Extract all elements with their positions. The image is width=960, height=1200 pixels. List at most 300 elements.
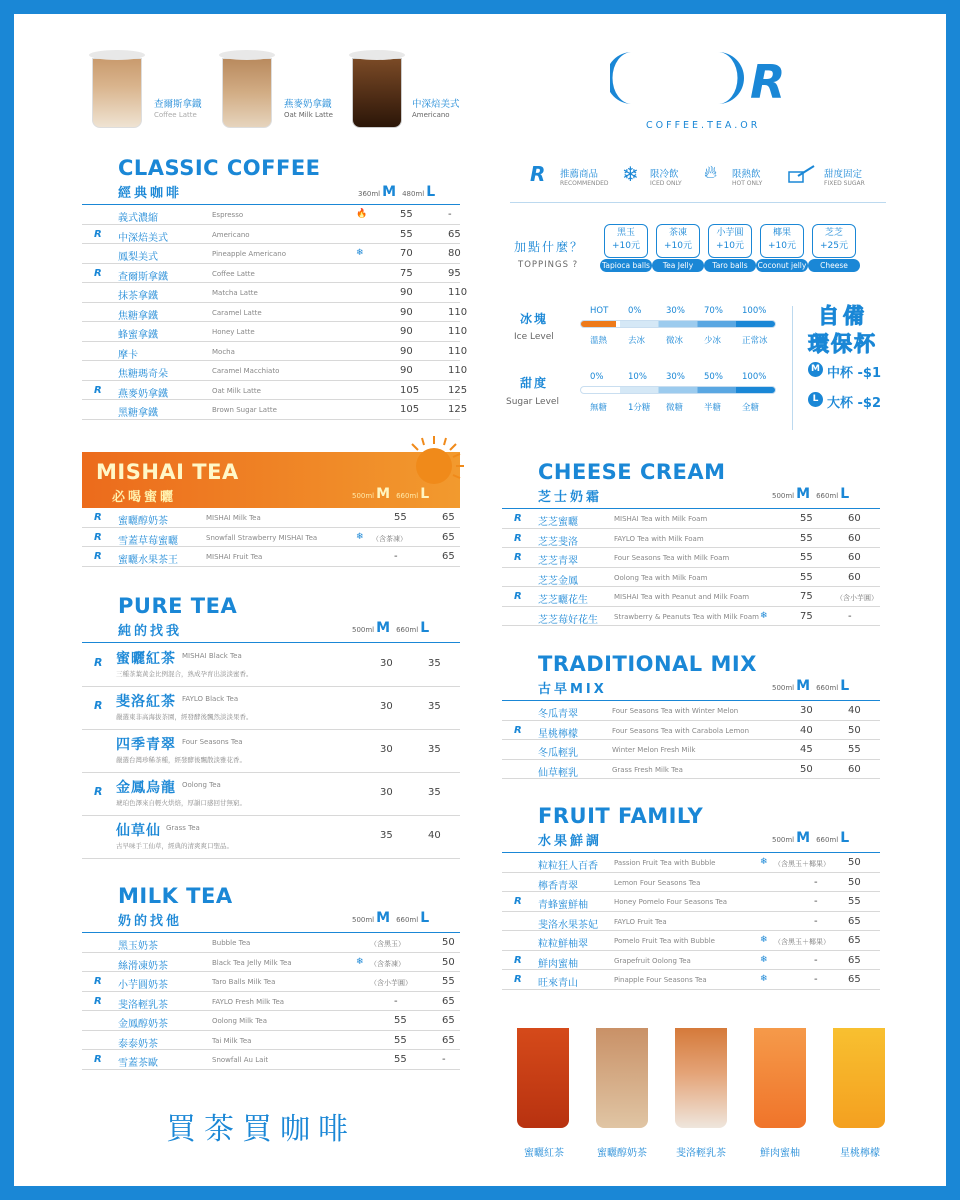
recommended-icon: R <box>94 531 102 543</box>
item-name: 黑糖拿鐵 <box>118 408 158 419</box>
price-l: 65 <box>442 512 455 523</box>
item-name: 泰泰奶茶 <box>118 1038 158 1050</box>
price-l: 95 <box>448 267 461 279</box>
item-name-en: Matcha Latte <box>212 289 258 297</box>
price-l: 65 <box>848 915 861 927</box>
table-row <box>82 992 460 1012</box>
item-name-en: FAYLO Black Tea <box>182 695 239 703</box>
toppings-subtitle: TOPPINGS ? <box>518 260 579 270</box>
item-name: 粒粒狂人百香 <box>538 861 598 872</box>
size-header: 360ml M 480ml L <box>358 184 436 200</box>
price-m: - <box>814 896 818 907</box>
item-name-en: Snowfall Strawberry MISHAI Tea <box>206 533 318 542</box>
scale-label: 0% <box>628 306 642 316</box>
own-cup-l: 大杯 -$2 <box>827 396 882 411</box>
footer-slogan: 買茶買咖啡 <box>166 1112 356 1147</box>
item-name: 蜜曬水果茶王 <box>118 555 178 566</box>
table-row <box>82 508 460 528</box>
item-name-en: FAYLO Fruit Tea <box>614 917 667 926</box>
size-m-icon: M <box>808 362 823 377</box>
item-name-en: Honey Latte <box>212 328 255 336</box>
item-name: 仙草仙 <box>116 823 161 839</box>
item-name: 中深焙美式 <box>118 232 168 244</box>
price-l: 60 <box>848 763 861 775</box>
price-m: 55 <box>400 209 413 220</box>
item-name: 小芋圓奶茶 <box>118 980 168 991</box>
scale-label: 溫熱 <box>590 336 608 346</box>
table-row <box>82 303 468 323</box>
sugar-label-en: Sugar Level <box>506 397 559 407</box>
recommended-icon: R <box>530 162 546 186</box>
own-cup-title: 自備 <box>818 304 868 328</box>
price-l: 50 <box>442 937 455 948</box>
spoon-icon <box>786 164 816 186</box>
price-m: 90 <box>400 345 413 357</box>
price-m: 55 <box>394 1054 407 1065</box>
item-name: 四季青翠 <box>116 737 176 753</box>
ice-label: 冰塊 <box>520 312 549 326</box>
price-m: - <box>814 915 818 927</box>
price-m: - <box>814 954 818 966</box>
cheese-cream-subtitle: 芝士奶霜 <box>538 490 603 505</box>
topping-box <box>656 224 700 258</box>
table-row <box>502 568 880 588</box>
drink-image <box>833 1028 885 1128</box>
table-row <box>82 1011 460 1031</box>
milk-tea-subtitle: 奶的找他 <box>118 914 183 929</box>
item-name: 雪蓋茶歐 <box>118 1058 158 1069</box>
own-cup-title: 環保杯 <box>808 332 877 356</box>
item-name: 雪蓋草莓蜜曬 <box>118 535 178 547</box>
cup-label-zh: 中深焙美式 <box>412 99 460 110</box>
price-l: 65 <box>442 1034 455 1046</box>
price-l: - <box>442 1054 446 1065</box>
item-name-en: Oolong Tea <box>182 781 221 789</box>
toppings-title: 加點什麼？ <box>514 240 585 254</box>
item-name-en: Oolong Milk Tea <box>212 1017 268 1025</box>
item-name-en: FAYLO Fresh Milk Tea <box>212 997 285 1006</box>
topping-box <box>708 224 752 258</box>
item-note: （含小芋圓） <box>836 594 878 602</box>
traditional-mix-title: TRADITIONAL MIX <box>538 652 757 676</box>
table-row <box>502 892 880 912</box>
price-l: 110 <box>448 326 468 337</box>
recommended-icon: R <box>94 228 102 240</box>
item-note: （含小芋圓） <box>370 979 412 987</box>
milk-tea-title: MILK TEA <box>118 884 233 908</box>
topping-name: 小芋圓 <box>716 228 744 238</box>
topping-price: +10元 <box>612 241 640 251</box>
item-name-en: Tai Milk Tea <box>212 1036 252 1045</box>
table-row <box>502 529 880 549</box>
drink-image <box>596 1028 648 1128</box>
price-l: 60 <box>848 513 861 524</box>
price-l: 50 <box>848 876 861 888</box>
price-l: 65 <box>442 531 455 543</box>
flame-icon: 🔥︎ <box>704 162 718 183</box>
item-name-en: Mocha <box>212 347 235 356</box>
topping-price: +25元 <box>820 241 848 251</box>
legend <box>524 162 894 196</box>
topping-box <box>812 224 856 258</box>
brand-logo <box>610 48 810 108</box>
price-l: 55 <box>848 896 861 907</box>
price-m: 30 <box>800 705 813 716</box>
flame-icon: 🔥 <box>356 209 368 219</box>
topping-box <box>604 224 648 258</box>
svg-text:R: R <box>750 55 786 108</box>
scale-label: 微冰 <box>666 336 684 346</box>
item-name-en: Lemon Four Seasons Tea <box>614 878 701 887</box>
item-name: 義式濃縮 <box>118 213 158 224</box>
price-m: - <box>814 974 818 985</box>
recommended-icon: R <box>94 976 102 987</box>
item-name-en: MISHAI Milk Tea <box>206 514 261 522</box>
price-l: 40 <box>848 705 861 716</box>
fruit-family-title: FRUIT FAMILY <box>538 804 704 828</box>
ice-scale-bar <box>580 320 776 328</box>
topping-price: +10元 <box>716 241 744 251</box>
item-name-en: Pineapple Americano <box>212 250 287 258</box>
price-l: - <box>848 610 852 622</box>
table-row <box>82 205 460 225</box>
item-name: 斐洛紅茶 <box>116 694 176 710</box>
item-name: 芝芝青翠 <box>538 556 578 567</box>
table-row <box>502 760 880 780</box>
recommended-icon: R <box>94 699 103 712</box>
scale-label: 1分糖 <box>628 403 651 413</box>
table-row <box>502 951 880 971</box>
header-cups <box>84 44 484 144</box>
price-m: 75 <box>400 267 413 279</box>
price-l: 65 <box>848 954 861 966</box>
snowflake-icon: ❄ <box>356 531 364 542</box>
item-name: 星桃檸檬 <box>538 728 578 740</box>
item-name-en: Grass Tea <box>166 824 200 832</box>
price-l: 50 <box>848 724 861 736</box>
recommended-icon: R <box>94 384 102 396</box>
table-row <box>82 730 460 773</box>
scale-label: 70% <box>704 306 723 316</box>
table-row <box>82 381 468 401</box>
footer-drinks <box>504 1022 884 1162</box>
scale-label: 全糖 <box>742 403 760 413</box>
topping-name: 茶凍 <box>668 228 687 238</box>
recommended-icon: R <box>514 974 522 985</box>
cup-label-zh: 查爾斯拿鐵 <box>154 99 202 110</box>
scale-label: 微糖 <box>666 403 684 413</box>
item-name-en: Winter Melon Fresh Milk <box>612 746 696 754</box>
logo-tagline: COFFEE.TEA.OR <box>646 120 761 131</box>
sugar-scale-bar <box>580 386 776 394</box>
table-row <box>82 933 460 953</box>
size-header: 500ml M 660ml L <box>352 620 430 636</box>
item-name: 焦糖拿鐵 <box>118 310 158 322</box>
price-m: - <box>814 876 818 888</box>
topping-name: 椰果 <box>772 228 791 238</box>
cheese-cream-title: CHEESE CREAM <box>538 460 726 484</box>
drink-image <box>675 1028 727 1128</box>
recommended-icon: R <box>94 512 102 523</box>
scale-label: 半糖 <box>704 403 722 413</box>
table-row <box>82 225 460 245</box>
own-cup-divider <box>792 306 793 430</box>
traditional-mix-table <box>502 700 880 779</box>
price-l: 110 <box>448 365 468 376</box>
price-l: 65 <box>448 228 461 240</box>
table-row <box>82 264 460 284</box>
price-m: 55 <box>800 552 813 563</box>
price-m: 105 <box>400 404 420 415</box>
mishai-title: MISHAI TEA <box>96 460 239 484</box>
table-row <box>502 740 880 760</box>
item-name: 檸香青翠 <box>538 880 578 892</box>
drink-name: 斐洛輕乳茶 <box>676 1148 726 1159</box>
price-m: 90 <box>400 287 413 298</box>
item-name-en: Snowfall Au Lait <box>212 1056 269 1064</box>
table-row <box>82 644 460 687</box>
item-name: 黑玉奶茶 <box>118 941 158 952</box>
item-description: 古早味手工仙草，經典的清爽爽口聖品。 <box>116 842 233 850</box>
recommended-icon: R <box>514 724 522 736</box>
milk-tea-table <box>82 932 460 1070</box>
price-m: 90 <box>400 365 413 376</box>
item-name: 冬瓜青翠 <box>538 709 578 720</box>
mishai-table <box>82 508 460 567</box>
price-l: 110 <box>448 287 468 298</box>
size-header: 500ml M 660ml L <box>352 486 430 502</box>
item-name-en: Coffee Latte <box>212 269 255 278</box>
traditional-mix-subtitle: 古早MIX <box>538 682 607 697</box>
item-name: 燕麥奶拿鐵 <box>118 388 168 400</box>
item-name: 金鳳醇奶茶 <box>118 1019 168 1030</box>
table-row <box>502 509 880 529</box>
topping-tag: Tea Jelly <box>652 259 704 272</box>
recommended-icon: R <box>514 954 522 966</box>
ice-label-en: Ice Level <box>514 332 554 342</box>
item-note: （含黑玉＋椰果） <box>774 860 830 868</box>
scale-label: 少冰 <box>704 336 722 346</box>
recommended-icon: R <box>94 995 102 1007</box>
price-m: - <box>394 995 398 1007</box>
price-m: 45 <box>800 744 813 755</box>
table-row <box>82 687 460 730</box>
recommended-icon: R <box>94 656 103 669</box>
size-header: 500ml M 660ml L <box>352 910 430 926</box>
item-name-en: Caramel Macchiato <box>212 367 280 375</box>
scale-label: 50% <box>704 372 723 382</box>
price-l: 65 <box>848 935 861 946</box>
scale-label: HOT <box>590 306 609 316</box>
table-row <box>502 587 880 607</box>
item-name: 青蜂蜜鮮柚 <box>538 900 588 911</box>
topping-name: 黑玉 <box>616 228 635 238</box>
fruit-family-table <box>502 852 880 990</box>
table-row <box>82 342 468 362</box>
item-name: 鮮肉蜜柚 <box>538 958 578 970</box>
mishai-subtitle: 必喝蜜曬 <box>112 490 177 505</box>
item-name: 芝芝莓好花生 <box>538 614 598 626</box>
scale-label: 100% <box>742 372 767 382</box>
price-l: 110 <box>448 345 468 357</box>
price-m: 55 <box>800 532 813 544</box>
item-note: （含茶凍） <box>372 534 407 543</box>
price-m: 55 <box>394 1034 407 1046</box>
item-name-en: MISHAI Fruit Tea <box>206 553 263 561</box>
item-description: 琥珀色澤來自輕火烘焙，厚韻口感回甘無窮。 <box>116 799 246 807</box>
item-description: 三種茶葉黃金比例混合，熟成孕育出淡淡蜜香。 <box>116 670 253 678</box>
topping-tag: Taro balls <box>704 259 756 272</box>
price-l: - <box>448 209 452 220</box>
item-note: （含黑玉＋椰果） <box>774 938 830 946</box>
price-l: 40 <box>428 830 441 841</box>
item-name-en: MISHAI Tea with Peanut and Milk Foam <box>614 593 750 601</box>
price-l: 35 <box>428 658 441 669</box>
size-header: 500ml M 660ml L <box>772 678 850 694</box>
item-name-en: Oat Milk Latte <box>212 386 261 395</box>
price-m: 105 <box>400 384 420 396</box>
snowflake-icon: ❄ <box>622 162 639 186</box>
cheese-cream-table <box>502 508 880 626</box>
table-row <box>502 912 880 932</box>
cup-image <box>352 58 402 128</box>
topping-tag: Coconut jelly <box>757 261 807 270</box>
item-name: 查爾斯拿鐵 <box>118 271 168 283</box>
item-name-en: Pomelo Fruit Tea with Bubble <box>614 937 715 945</box>
snowflake-icon: ❄ <box>760 610 768 621</box>
item-name-en: Four Seasons Tea with Milk Foam <box>614 554 730 562</box>
item-name-en: Taro Balls Milk Tea <box>212 978 276 986</box>
table-row <box>82 322 468 342</box>
price-l: 65 <box>442 1015 455 1026</box>
table-row <box>502 853 880 873</box>
item-name-en: Honey Pomelo Four Seasons Tea <box>614 898 728 906</box>
price-m: 70 <box>400 248 413 259</box>
price-l: 110 <box>448 306 468 318</box>
cup-image <box>222 58 272 128</box>
drink-image <box>754 1028 806 1128</box>
item-name: 蜜曬醇奶茶 <box>118 516 168 527</box>
item-name-en: Oolong Tea with Milk Foam <box>614 573 708 582</box>
item-name-en: Black Tea Jelly Milk Tea <box>212 958 292 967</box>
snowflake-icon: ❄ <box>356 248 364 258</box>
item-name: 芝芝斐洛 <box>538 536 578 548</box>
recommended-icon: R <box>514 532 522 544</box>
cup-label-en: Americano <box>412 111 450 119</box>
legend-hot: 限熱飲 HOT ONLY <box>732 169 763 187</box>
price-m: 90 <box>400 326 413 337</box>
price-m: 75 <box>800 591 813 602</box>
price-m: 30 <box>380 658 393 669</box>
size-l-icon: L <box>808 392 823 407</box>
topping-name: 芝芝 <box>824 228 843 238</box>
classic-coffee-title: CLASSIC COFFEE <box>118 156 321 180</box>
size-header: 500ml M 660ml L <box>772 830 850 846</box>
topping-price: +10元 <box>664 241 692 251</box>
scale-label: 無糖 <box>590 403 608 413</box>
drink-name: 蜜曬醇奶茶 <box>597 1148 647 1159</box>
table-row <box>82 547 460 567</box>
item-name-en: Four Seasons Tea with Carabola Lemon <box>612 726 750 735</box>
recommended-icon: R <box>514 591 522 602</box>
price-l: 35 <box>428 744 441 755</box>
price-l: 60 <box>848 532 861 544</box>
table-row <box>82 1050 460 1070</box>
price-l: 65 <box>848 974 861 985</box>
price-m: 30 <box>380 701 393 712</box>
price-m: 55 <box>800 571 813 583</box>
item-name: 斐洛水果茶妃 <box>538 919 598 931</box>
drink-name: 鮮肉蜜柚 <box>760 1148 800 1159</box>
scale-label: 100% <box>742 306 767 316</box>
table-row <box>82 816 460 859</box>
item-name: 金鳳烏龍 <box>116 780 176 796</box>
scale-label: 去冰 <box>628 336 646 346</box>
table-row <box>82 244 460 264</box>
item-description: 嚴選東非高海拔茶園，經發酵後飄然淡淡果香。 <box>116 713 253 721</box>
legend-fixed-sugar: 甜度固定 FIXED SUGAR <box>824 169 865 187</box>
item-name-en: Brown Sugar Latte <box>212 406 277 414</box>
item-name: 旺來青山 <box>538 978 578 989</box>
price-m: 55 <box>394 512 407 523</box>
sugar-label: 甜度 <box>520 376 549 390</box>
item-name-en: Grass Fresh Milk Tea <box>612 765 683 774</box>
table-row <box>82 953 460 973</box>
table-row <box>502 931 880 951</box>
price-l: 60 <box>848 571 861 583</box>
item-name-en: FAYLO Tea with Milk Foam <box>614 534 704 543</box>
item-name: 蜂蜜拿鐵 <box>118 330 158 341</box>
table-row <box>82 773 460 816</box>
drink-name: 星桃檸檬 <box>840 1148 880 1159</box>
price-l: 60 <box>848 552 861 563</box>
item-name: 粒粒鮮柚翠 <box>538 939 588 950</box>
scale-label: 10% <box>628 372 647 382</box>
snowflake-icon: ❄ <box>356 956 364 967</box>
cup-label-zh: 燕麥奶拿鐵 <box>284 99 332 110</box>
cup-label-en: Oat Milk Latte <box>284 111 333 119</box>
item-name-en: Passion Fruit Tea with Bubble <box>614 859 716 867</box>
legend-iced: 限冷飲 ICED ONLY <box>650 169 682 187</box>
item-name-en: MISHAI Black Tea <box>182 652 242 660</box>
menu-page <box>14 14 946 1186</box>
table-row <box>82 528 460 548</box>
fruit-family-subtitle: 水果鮮調 <box>538 834 603 849</box>
cup-image <box>92 58 142 128</box>
legend-divider <box>510 202 886 203</box>
price-l: 125 <box>448 404 468 415</box>
item-name-en: Espresso <box>212 211 244 219</box>
item-name: 絲滑凍奶茶 <box>118 960 168 972</box>
legend-recommended: 推薦商品 RECOMMENDED <box>560 169 609 187</box>
scale-label: 0% <box>590 372 604 382</box>
recommended-icon: R <box>514 552 522 563</box>
price-l: 35 <box>428 787 441 798</box>
item-name: 仙草輕乳 <box>538 767 578 779</box>
table-row <box>502 873 880 893</box>
item-name: 芝芝曬花生 <box>538 595 588 606</box>
pure-tea-title: PURE TEA <box>118 594 238 618</box>
price-l: 55 <box>848 744 861 755</box>
snowflake-icon: ❄ <box>760 935 768 945</box>
item-name: 蜜曬紅茶 <box>116 651 176 667</box>
price-l: 50 <box>442 956 455 968</box>
pure-tea-rule <box>82 642 460 643</box>
recommended-icon: R <box>94 267 102 279</box>
item-note: （含茶凍） <box>370 959 405 968</box>
price-m: 30 <box>380 744 393 755</box>
recommended-icon: R <box>94 551 102 562</box>
